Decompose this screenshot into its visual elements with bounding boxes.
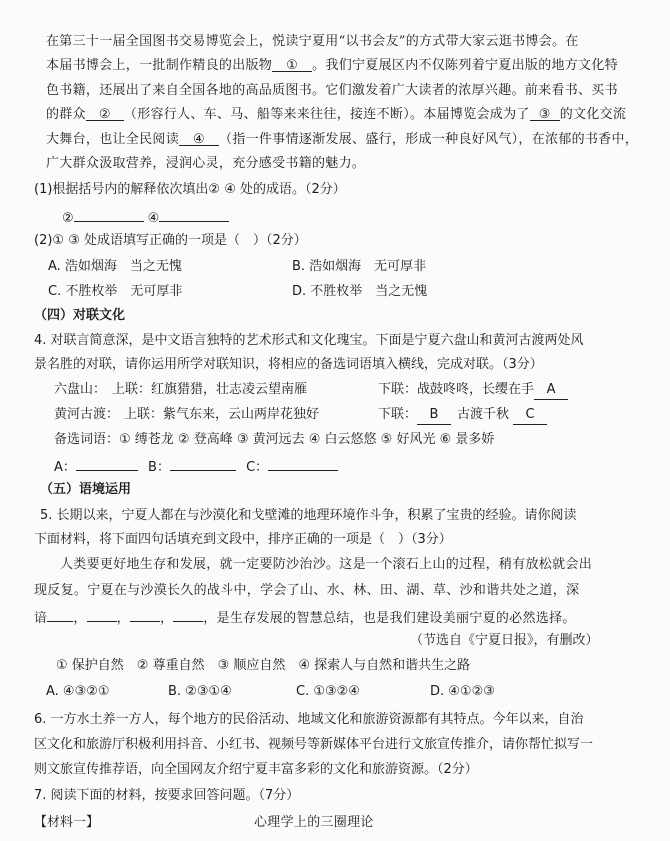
fill-b-blank[interactable]	[170, 456, 236, 471]
q7-text: 7. 阅读下面的材料，按要求回答问题。（7分）	[34, 788, 300, 803]
answer-c-slot[interactable]: C	[513, 406, 547, 425]
blank-4[interactable]: ④	[179, 131, 219, 146]
q1-blank-2[interactable]	[74, 207, 144, 222]
q5-line-1: 5. 长期以来，宁夏人都在与沙漠化和戈壁滩的地理环境作斗争，积累了宝贵的经验。请你阅读	[40, 508, 577, 523]
q2-text: (2)① ③ 处成语填写正确的一项是（ ）（2分）	[34, 233, 307, 248]
q4-line-2: 景名胜的对联，请你运用所学对联知识，将相应的备选词语填入横线，完成对联。（3分）	[34, 357, 543, 372]
q5-option-c[interactable]: C. ①③②④	[296, 684, 360, 699]
q2-option-a[interactable]: A. 浩如烟海 当之无愧	[48, 259, 182, 274]
passage-line-6: 广大群众汲取营养，浸润心灵，充分感受书籍的魅力。	[46, 156, 366, 171]
q5-passage-1: 人类要更好地生存和发展，就一定要防沙治沙。这是一个滚石上山的过程，稍有放松就会出	[60, 557, 593, 572]
q5-blank-2[interactable]	[87, 607, 117, 622]
q5-option-b[interactable]: B. ②③①④	[168, 684, 232, 699]
couplet-huanghe-name: 黄河古渡：	[54, 407, 120, 422]
q5-line-2: 下面材料，将下面四句话填充到文段中，排序正确的一项是（ ）（3分）	[34, 532, 452, 547]
q5-items: ① 保护自然 ② 尊重自然 ③ 顺应自然 ④ 探索人与自然和谐共生之路	[56, 658, 471, 673]
q1-blank-4[interactable]	[159, 207, 229, 222]
q1-answers: ② ④	[62, 207, 229, 228]
passage-line-2: 本届书博会上，一批制作精良的出版物 ① 。我们宁夏展区内不仅陈列着宁夏出版的地方文化特	[46, 58, 619, 73]
q2-option-b[interactable]: B. 浩如烟海 无可厚非	[292, 259, 427, 274]
passage-line-4: 的群众 ② （形容行人、车、马、船等来来往往，接连不断）。本届博览会成为了 ③ 的文化交流	[46, 107, 627, 122]
q5-option-d[interactable]: D. ④①②③	[430, 684, 495, 699]
q2-option-c[interactable]: C. 不胜枚举 无可厚非	[48, 284, 183, 299]
passage-line-3: 色书籍，还展出了来自全国各地的高品质图书。它们激发着广大读者的浓厚兴趣。前来看书、买书	[46, 83, 618, 98]
q5-blank-3[interactable]	[130, 607, 160, 622]
q6-line-2: 区文化和旅游厅积极利用抖音、小红书、视频号等新媒体平台进行文旅宣传推介，请你帮忙拟写一	[34, 737, 594, 752]
couplet-huanghe-up: 上联：紫气东来，云山两岸花独好	[124, 407, 320, 422]
q4-line-1: 4. 对联言简意深，是中文语言独特的艺术形式和文化瑰宝。下面是宁夏六盘山和黄河古渡两处风	[34, 333, 584, 348]
q6-line-3: 则文旅宣传推荐语，向全国网友介绍宁夏丰富多彩的文化和旅游资源。（2分）	[34, 762, 478, 777]
fill-c-blank[interactable]	[268, 456, 338, 471]
q5-blank-1[interactable]	[47, 607, 73, 622]
couplet-liupanshan-down: 下联：战鼓咚咚，长缨在手 A	[378, 381, 568, 400]
couplet-options: 备选词语：① 缚苍龙 ② 登高峰 ③ 黄河远去 ④ 白云悠悠 ⑤ 好风光 ⑥ 景多娇	[54, 432, 495, 447]
q5-passage-3: 谙 ， ， ， ，是生存发展的智慧总结，也是我们建设美丽宁夏的必然选择。	[34, 607, 576, 628]
q5-source: （节选自《宁夏日报》，有删改）	[410, 633, 599, 648]
passage-line-5: 大舞台，也让全民阅读 ④ （指一件事情逐渐发展、盛行，形成一种良好风气），在浓郁的书香中，	[46, 132, 639, 147]
passage-line-1: 在第三十一届全国图书交易博览会上，悦读宁夏用“以书会友”的方式带大家云逛书博会。在	[46, 34, 579, 49]
couplet-liupanshan-name: 六盘山：	[54, 382, 107, 397]
blank-2[interactable]: ②	[86, 106, 124, 121]
q1-text: (1)根据括号内的解释依次填出② ④ 处的成语。（2分）	[34, 182, 346, 197]
q2-option-d[interactable]: D. 不胜枚举 当之无愧	[292, 284, 428, 299]
blank-1[interactable]: ①	[272, 57, 312, 72]
q5-option-a[interactable]: A. ④③②①	[46, 684, 110, 699]
q7-material-label: 【材料一】	[34, 815, 100, 830]
couplet-huanghe-down: 下联： B 古渡千秋 C	[378, 406, 547, 425]
couplet-liupanshan-up: 上联：红旗猎猎，壮志凌云望南雁	[112, 382, 308, 397]
q5-blank-4[interactable]	[173, 607, 203, 622]
section-4-title: （四）对联文化	[34, 308, 126, 323]
answer-a-slot[interactable]: A	[534, 381, 568, 400]
q5-passage-2: 现反复。宁夏在与沙漠长久的战斗中，学会了山、水、林、田、湖、草、沙和谐共处之道，深	[34, 583, 580, 598]
blank-3[interactable]: ③	[530, 106, 560, 121]
section-5-title: （五）语境运用	[40, 482, 132, 497]
q7-material-heading: 心理学上的三圈理论	[254, 815, 374, 830]
fill-a-blank[interactable]	[76, 456, 138, 471]
answer-b-slot[interactable]: B	[417, 406, 451, 425]
couplet-fill-line: A： B： C：	[54, 456, 338, 477]
q6-line-1: 6. 一方水土养一方人，每个地方的民俗活动、地域文化和旅游资源都有其特点。今年以来，自治	[34, 712, 584, 727]
